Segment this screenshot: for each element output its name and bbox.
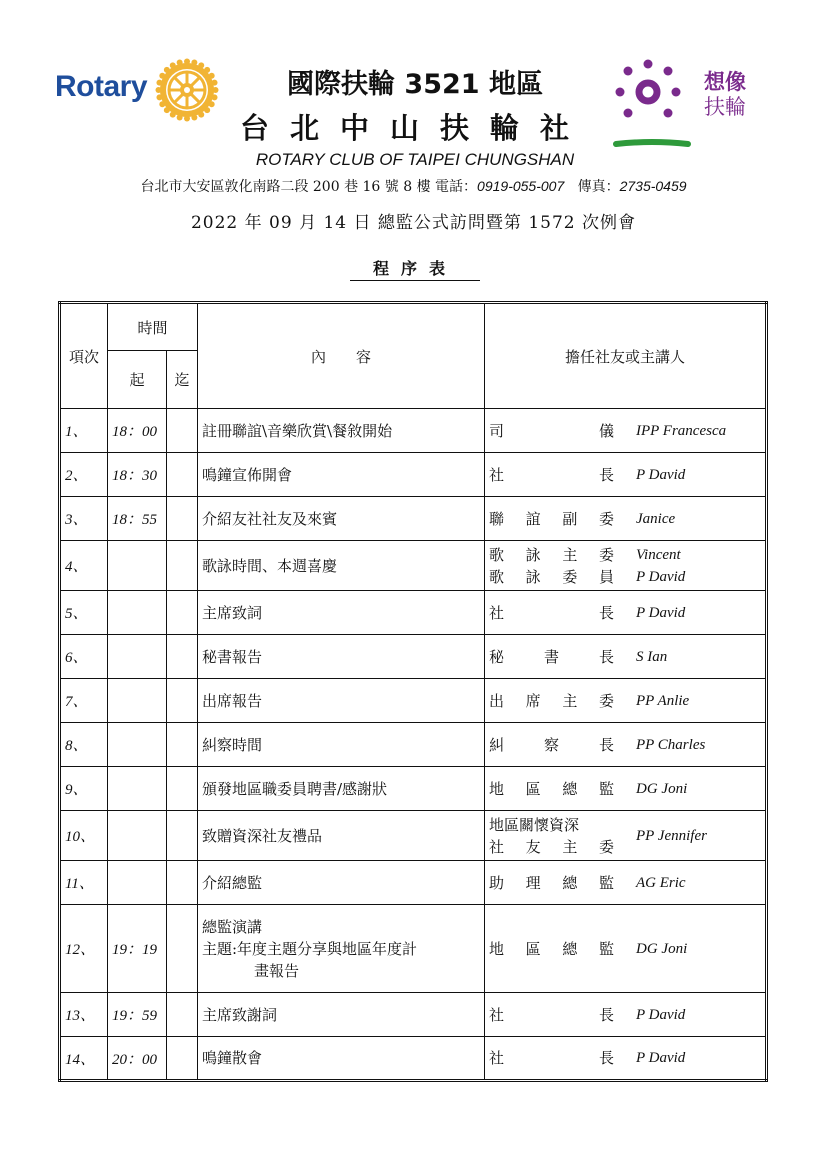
table-row xyxy=(60,905,767,993)
role-char: 歌 xyxy=(489,567,505,586)
cell-end-time xyxy=(167,541,198,591)
role-char: 地 xyxy=(489,939,505,958)
role-char: 社 xyxy=(489,1005,505,1024)
role-char: 監 xyxy=(598,939,614,958)
cell-item: 6、 xyxy=(60,635,108,679)
cell-start-time xyxy=(108,723,167,767)
role-line xyxy=(489,508,614,530)
cell-item: 3、 xyxy=(60,497,108,541)
cell-person-name xyxy=(618,409,767,453)
table-row xyxy=(60,679,767,723)
cell-role xyxy=(485,767,619,811)
content-line: 出席報告 xyxy=(202,691,263,710)
table-row xyxy=(60,767,767,811)
content-line: 主席致詞 xyxy=(202,603,263,622)
content-line: 歌詠時間、本週喜慶 xyxy=(202,556,338,575)
cell-end-time xyxy=(167,453,198,497)
cell-item: 5、 xyxy=(60,591,108,635)
program-title: 程序表 xyxy=(350,256,480,281)
cell-start-time: 19：59 xyxy=(108,993,167,1037)
cell-start-time: 18：00 xyxy=(108,409,167,453)
person-name: P David xyxy=(636,1050,686,1066)
cell-person-name xyxy=(618,591,767,635)
role-char: 總 xyxy=(562,873,578,892)
cell-person-name xyxy=(618,905,767,993)
role-char: 地區關懷資深 xyxy=(489,815,580,834)
cell-person-name xyxy=(618,767,767,811)
role-line xyxy=(489,420,614,442)
cell-end-time xyxy=(167,679,198,723)
header-item: 項次 xyxy=(60,303,108,409)
table-row xyxy=(60,861,767,905)
district-title: 國際扶輪 3521 地區 xyxy=(287,69,543,100)
table-row xyxy=(60,635,767,679)
role-char: 委 xyxy=(598,509,614,528)
table-row xyxy=(60,723,767,767)
content-line: 介紹友社社友及來賓 xyxy=(202,509,338,528)
cell-start-time: 20：00 xyxy=(108,1037,167,1081)
role-char: 書 xyxy=(543,647,559,666)
table-row xyxy=(60,591,767,635)
role-line xyxy=(489,646,614,668)
cell-person-name xyxy=(618,541,767,591)
person-name: PP Anlie xyxy=(636,692,690,709)
person-name: AG Eric xyxy=(636,874,686,891)
cell-end-time xyxy=(167,767,198,811)
cell-item: 8、 xyxy=(60,723,108,767)
cell-end-time xyxy=(167,861,198,905)
cell-end-time xyxy=(167,409,198,453)
role-char: 長 xyxy=(598,603,614,622)
person-name: P David xyxy=(636,466,686,483)
role-char: 長 xyxy=(598,647,614,666)
role-char: 長 xyxy=(598,465,614,484)
table-row xyxy=(60,453,767,497)
role-char: 察 xyxy=(543,735,559,754)
role-char: 副 xyxy=(562,509,578,528)
role-char: 長 xyxy=(598,1049,614,1067)
cell-item: 7、 xyxy=(60,679,108,723)
header-person: 擔任社友或主講人 xyxy=(485,303,767,409)
cell-start-time xyxy=(108,811,167,861)
role-char: 出 xyxy=(489,691,505,710)
role-char: 誼 xyxy=(525,509,541,528)
person-name: IPP Francesca xyxy=(636,422,727,439)
cell-start-time xyxy=(108,541,167,591)
role-line xyxy=(489,778,614,800)
cell-item: 10、 xyxy=(60,811,108,861)
rotary-wordmark: Rotary xyxy=(55,70,148,103)
table-row xyxy=(60,993,767,1037)
role-char: 主 xyxy=(562,545,578,564)
cell-role xyxy=(485,497,619,541)
cell-person-name xyxy=(618,861,767,905)
table-row xyxy=(60,1037,767,1081)
role-char: 社 xyxy=(489,603,505,622)
role-char: 聯 xyxy=(489,509,505,528)
header-time: 時間 xyxy=(108,303,198,351)
person-name: PP Charles xyxy=(636,736,706,753)
role-char: 地 xyxy=(489,779,505,798)
person-name: DG Joni xyxy=(636,940,688,957)
role-char: 司 xyxy=(489,421,505,440)
cell-content xyxy=(198,409,485,453)
cell-person-name xyxy=(618,993,767,1037)
role-char: 監 xyxy=(598,873,614,892)
cell-person-name xyxy=(618,497,767,541)
content-line: 鳴鐘散會 xyxy=(202,1049,263,1067)
content-line: 介紹總監 xyxy=(202,873,263,892)
content-line: 註冊聯誼\音樂欣賞\餐敘開始 xyxy=(202,421,393,440)
content-line: 總監演講 xyxy=(202,917,263,936)
cell-start-time xyxy=(108,767,167,811)
table-row xyxy=(60,497,767,541)
table-row xyxy=(60,811,767,861)
cell-content xyxy=(198,861,485,905)
fax-label: 傳真： xyxy=(564,179,620,195)
cell-start-time xyxy=(108,861,167,905)
role-char: 長 xyxy=(598,735,614,754)
role-line xyxy=(489,1004,614,1026)
content-line: 主席致謝詞 xyxy=(202,1005,278,1024)
role-line xyxy=(489,602,614,624)
address-text: 台北市大安區敦化南路二段 200 巷 16 號 8 樓 電話： xyxy=(140,179,478,195)
cell-content xyxy=(198,767,485,811)
role-line xyxy=(489,814,614,836)
cell-end-time xyxy=(167,993,198,1037)
role-char: 儀 xyxy=(598,421,614,440)
cell-content xyxy=(198,635,485,679)
role-char: 社 xyxy=(489,837,505,856)
role-char: 總 xyxy=(562,939,578,958)
cell-role xyxy=(485,811,619,861)
role-char: 詠 xyxy=(525,545,541,564)
person-name: Janice xyxy=(636,510,676,527)
cell-start-time xyxy=(108,679,167,723)
role-line xyxy=(489,690,614,712)
theme-line-2: 扶輪 xyxy=(704,95,746,119)
person-name: DG Joni xyxy=(636,780,688,797)
cell-content xyxy=(198,811,485,861)
header-start: 起 xyxy=(108,351,167,409)
cell-person-name xyxy=(618,811,767,861)
cell-end-time xyxy=(167,635,198,679)
role-line xyxy=(489,872,614,894)
role-char: 秘 xyxy=(489,647,505,666)
cell-start-time: 19：19 xyxy=(108,905,167,993)
cell-person-name xyxy=(618,723,767,767)
role-char: 席 xyxy=(525,691,541,710)
cell-role xyxy=(485,591,619,635)
role-char: 長 xyxy=(598,1005,614,1024)
cell-role xyxy=(485,453,619,497)
theme-line-1: 想像 xyxy=(704,70,746,94)
role-char: 糾 xyxy=(489,735,505,754)
table-row xyxy=(60,409,767,453)
role-line xyxy=(489,734,614,756)
cell-end-time xyxy=(167,1037,198,1081)
role-line xyxy=(489,1047,614,1069)
person-name: P David xyxy=(636,568,686,585)
content-line: 畫報告 xyxy=(254,961,300,980)
cell-item: 11、 xyxy=(60,861,108,905)
role-char: 監 xyxy=(598,779,614,798)
role-line xyxy=(489,544,614,566)
cell-role xyxy=(485,993,619,1037)
cell-item: 14、 xyxy=(60,1037,108,1081)
cell-person-name xyxy=(618,679,767,723)
role-char: 社 xyxy=(489,465,505,484)
role-char: 歌 xyxy=(489,545,505,564)
content-line: 糾察時間 xyxy=(202,735,263,754)
content-line: 致贈資深社友禮品 xyxy=(202,826,323,845)
role-line xyxy=(489,464,614,486)
fax-number: 2735-0459 xyxy=(619,178,687,194)
cell-content xyxy=(198,541,485,591)
cell-item: 1、 xyxy=(60,409,108,453)
cell-content xyxy=(198,1037,485,1081)
cell-item: 4、 xyxy=(60,541,108,591)
cell-content xyxy=(198,591,485,635)
club-title-english: ROTARY CLUB OF TAIPEI CHUNGSHAN xyxy=(255,150,575,169)
table-row xyxy=(60,541,767,591)
role-char: 委 xyxy=(598,837,614,856)
cell-item: 9、 xyxy=(60,767,108,811)
role-char: 委 xyxy=(598,691,614,710)
cell-end-time xyxy=(167,905,198,993)
cell-start-time xyxy=(108,591,167,635)
role-char: 委 xyxy=(562,567,578,586)
role-char: 主 xyxy=(562,837,578,856)
cell-item: 13、 xyxy=(60,993,108,1037)
role-line xyxy=(489,836,614,858)
header-end: 迄 xyxy=(167,351,198,409)
cell-role xyxy=(485,679,619,723)
cell-person-name xyxy=(618,1037,767,1081)
cell-end-time xyxy=(167,591,198,635)
person-name: PP Jennifer xyxy=(636,827,707,844)
role-char: 理 xyxy=(525,873,541,892)
cell-content xyxy=(198,993,485,1037)
role-char: 總 xyxy=(562,779,578,798)
cell-role xyxy=(485,861,619,905)
content-line: 頒發地區職委員聘書/感謝狀 xyxy=(202,779,388,798)
person-name: P David xyxy=(636,604,686,621)
imagine-rotary-icon xyxy=(612,56,704,152)
role-char: 友 xyxy=(525,837,541,856)
cell-person-name xyxy=(618,635,767,679)
cell-role xyxy=(485,409,619,453)
cell-content xyxy=(198,497,485,541)
role-char: 社 xyxy=(489,1049,505,1067)
cell-start-time xyxy=(108,635,167,679)
cell-end-time xyxy=(167,497,198,541)
header-content: 內 容 xyxy=(198,303,485,409)
role-char: 區 xyxy=(525,779,541,798)
role-char: 員 xyxy=(598,567,614,586)
cell-role xyxy=(485,635,619,679)
content-line: 鳴鐘宣佈開會 xyxy=(202,465,293,484)
content-line: 秘書報告 xyxy=(202,647,263,666)
person-name: S Ian xyxy=(636,648,668,665)
cell-item: 12、 xyxy=(60,905,108,993)
cell-content xyxy=(198,679,485,723)
rotary-wheel-icon xyxy=(155,58,219,122)
role-char: 詠 xyxy=(525,567,541,586)
role-char: 區 xyxy=(525,939,541,958)
cell-content xyxy=(198,905,485,993)
club-address xyxy=(40,176,787,196)
cell-content xyxy=(198,453,485,497)
cell-role xyxy=(485,723,619,767)
program-table xyxy=(58,301,768,1082)
club-title: 台北中山扶輪社 xyxy=(239,111,590,145)
cell-end-time xyxy=(167,811,198,861)
role-line xyxy=(489,938,614,960)
role-line xyxy=(489,566,614,588)
cell-start-time: 18：55 xyxy=(108,497,167,541)
person-name: P David xyxy=(636,1006,686,1023)
cell-person-name xyxy=(618,453,767,497)
person-name: Vincent xyxy=(636,546,681,563)
cell-role xyxy=(485,541,619,591)
rotary-logo xyxy=(55,58,220,120)
role-char: 主 xyxy=(562,691,578,710)
role-char: 助 xyxy=(489,873,505,892)
theme-logo xyxy=(612,56,762,152)
cell-end-time xyxy=(167,723,198,767)
role-char: 委 xyxy=(598,545,614,564)
meeting-info: 2022 年 09 月 14 日 總監公式訪問暨第 1572 次例會 xyxy=(190,213,637,233)
cell-item: 2、 xyxy=(60,453,108,497)
cell-role xyxy=(485,1037,619,1081)
content-line: 主題:年度主題分享與地區年度計 xyxy=(202,939,418,958)
cell-role xyxy=(485,905,619,993)
cell-start-time: 18：30 xyxy=(108,453,167,497)
theme-text xyxy=(704,70,746,120)
phone-number: 0919-055-007 xyxy=(477,178,565,194)
cell-content xyxy=(198,723,485,767)
